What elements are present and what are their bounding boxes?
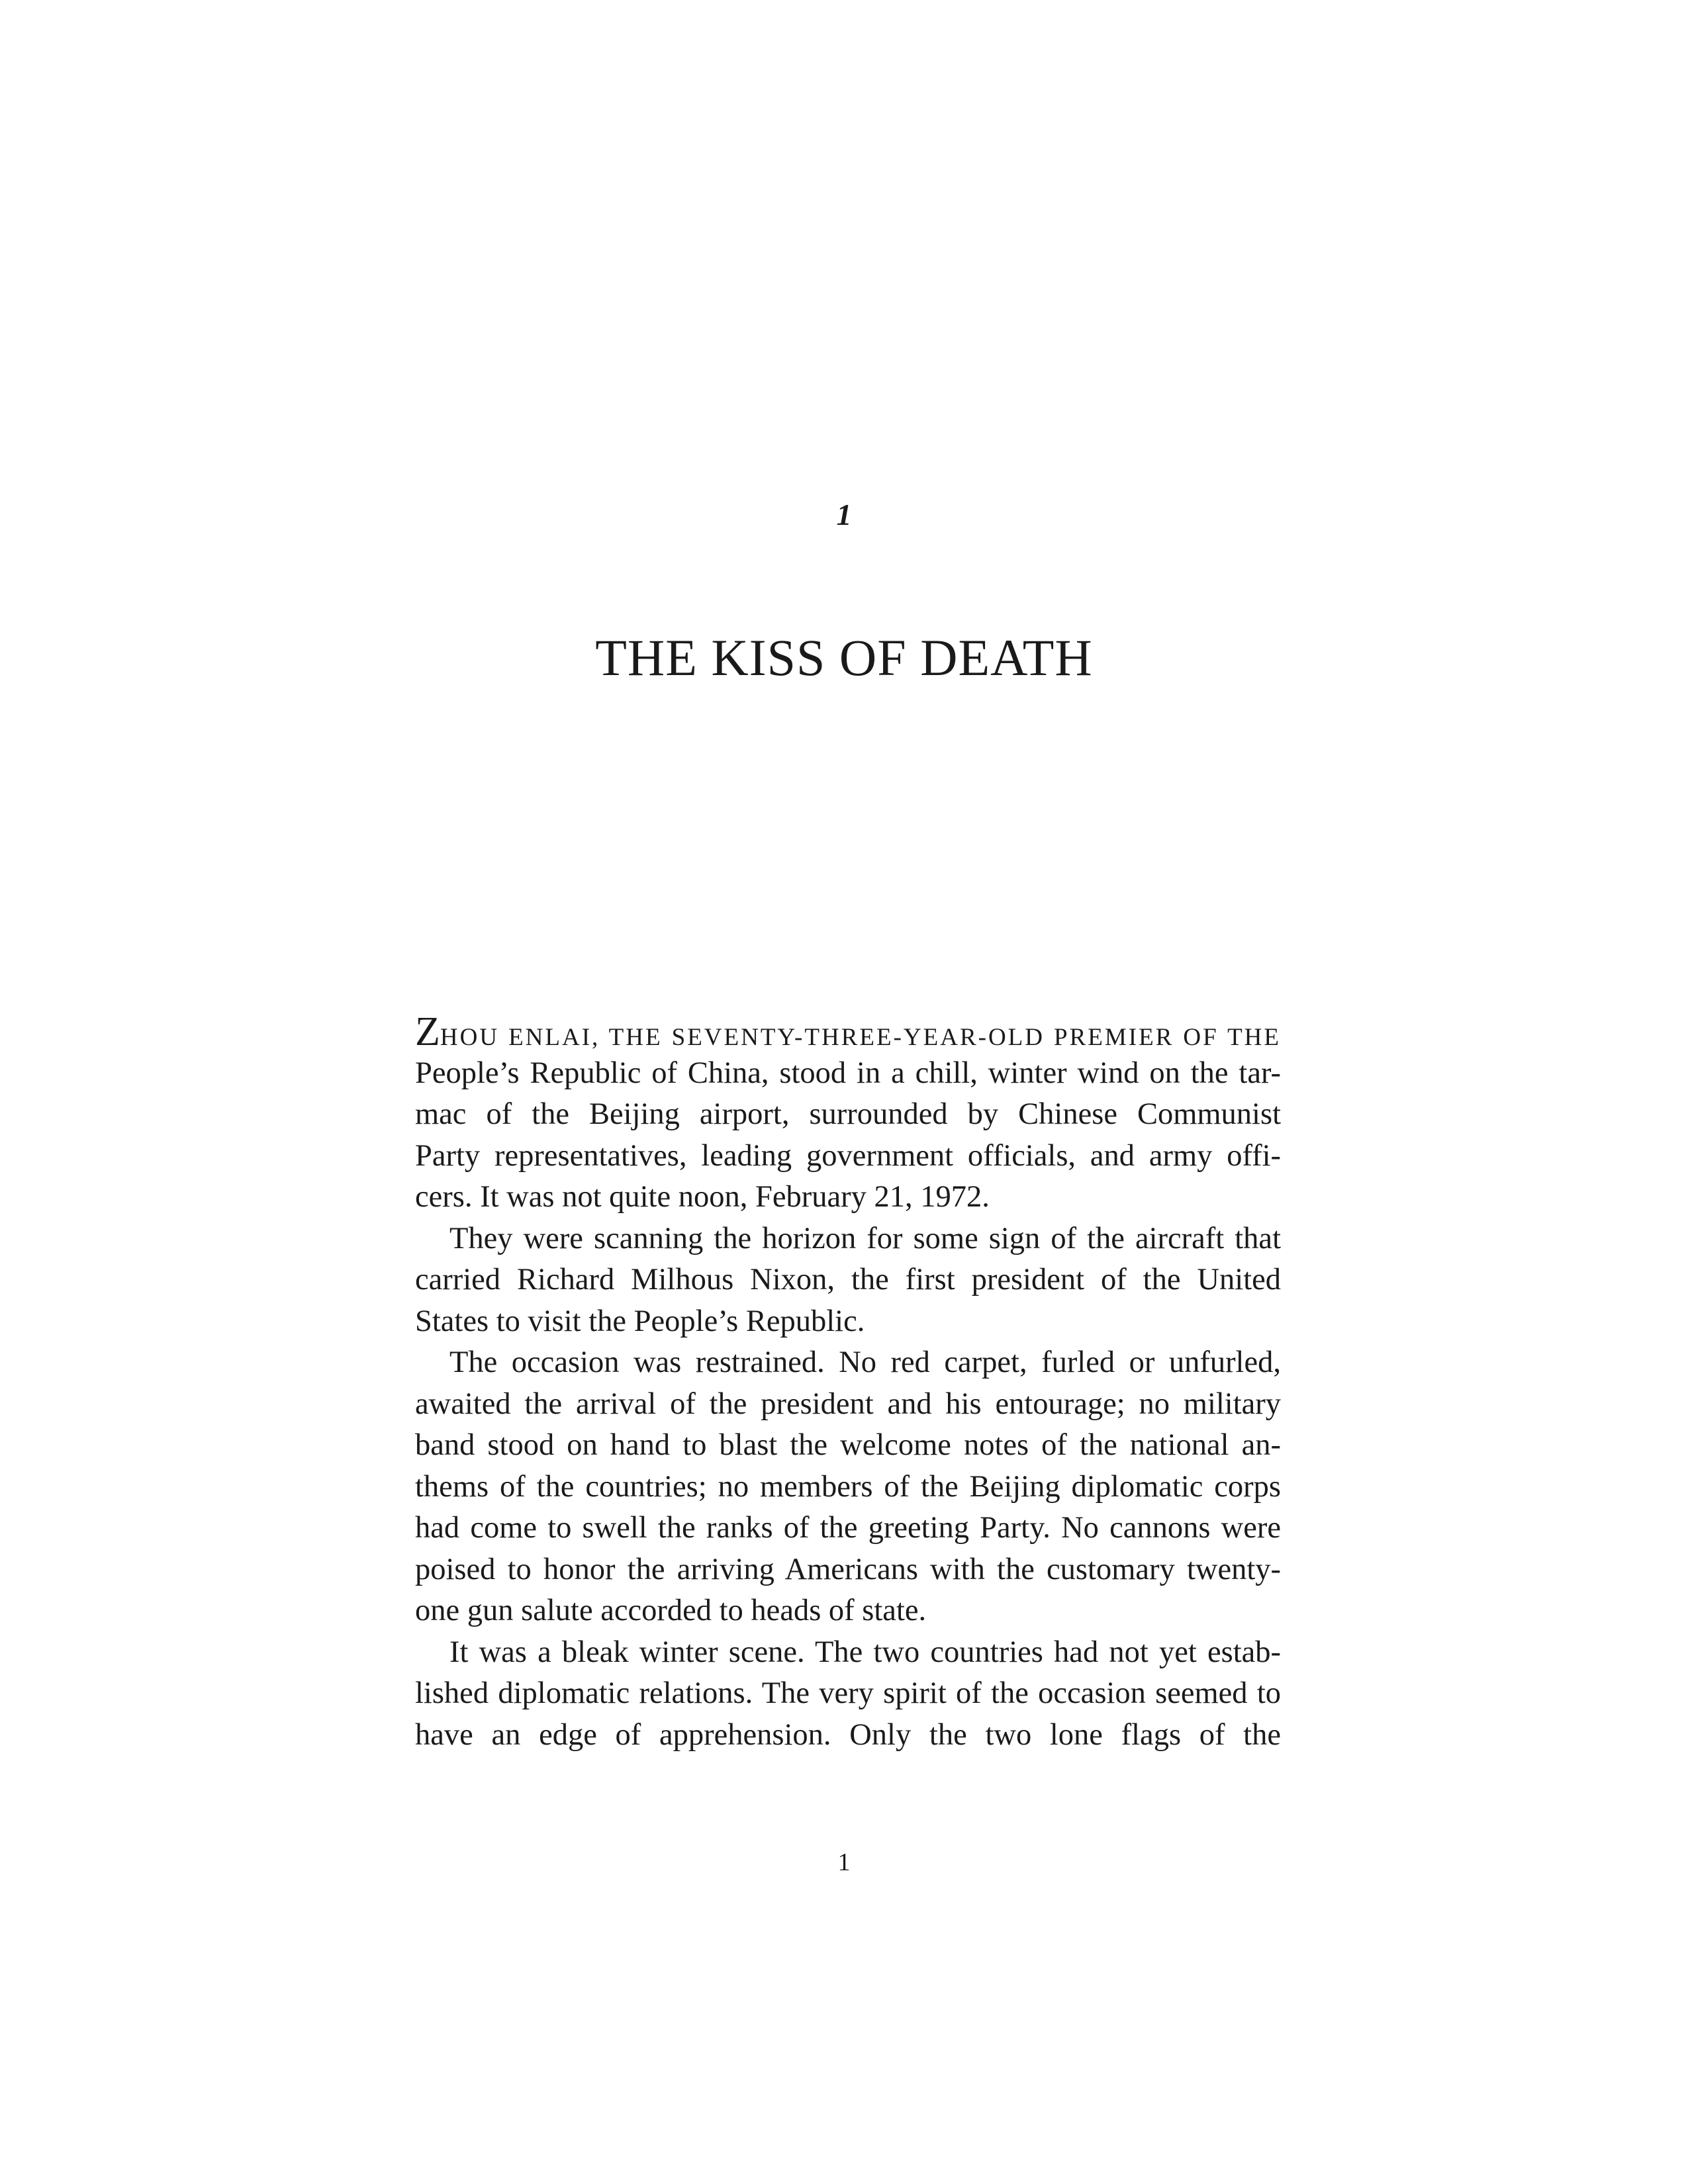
opening-line <box>415 1011 1281 1053</box>
text-line: one gun salute accorded to heads of state. <box>415 1594 927 1627</box>
text-line: The occasion was restrained. No red carpet, furled or unfurled, <box>449 1345 1281 1379</box>
text-line: States to visit the People’s Republic. <box>415 1304 865 1338</box>
text-line: lished diplomatic relations. The very spirit of the occasion seemed to <box>415 1676 1281 1710</box>
text-line: thems of the countries; no members of the Beijing diplomatic corps <box>415 1469 1281 1504</box>
text-line: They were scanning the horizon for some sign of the aircraft that <box>449 1221 1281 1255</box>
opening-initial: Z <box>415 1009 440 1054</box>
text-line: Party representatives, leading government officials, and army offi- <box>415 1138 1281 1173</box>
text-line: carried Richard Milhous Nixon, the first president of the United <box>415 1263 1281 1297</box>
text-line: band stood on hand to blast the welcome notes of the national an- <box>415 1428 1281 1462</box>
chapter-title: THE KISS OF DEATH <box>595 629 1093 686</box>
text-line: It was a bleak winter scene. The two countries had not yet estab- <box>449 1635 1281 1669</box>
text-line: had come to swell the ranks of the greeting Party. No cannons were <box>415 1511 1281 1545</box>
text-line: cers. It was not quite noon, February 21, 1972. <box>415 1180 990 1214</box>
text-line: awaited the arrival of the president and his entourage; no military <box>415 1387 1281 1421</box>
text-line: mac of the Beijing airport, surrounded by Chinese Communist <box>415 1097 1281 1131</box>
chapter-number: 1 <box>836 498 852 531</box>
body-text <box>415 1011 1281 1756</box>
opening-rest: HOU ENLAI, THE SEVENTY-THREE-YEAR-OLD PREMIER OF THE <box>440 1024 1281 1051</box>
text-line: have an edge of apprehension. Only the two lone flags of the <box>415 1717 1281 1752</box>
text-line: People’s Republic of China, stood in a chill, winter wind on the tar- <box>415 1056 1281 1090</box>
page-number: 1 <box>837 1848 851 1876</box>
text-line: poised to honor the arriving Americans with the customary twenty- <box>415 1552 1281 1586</box>
